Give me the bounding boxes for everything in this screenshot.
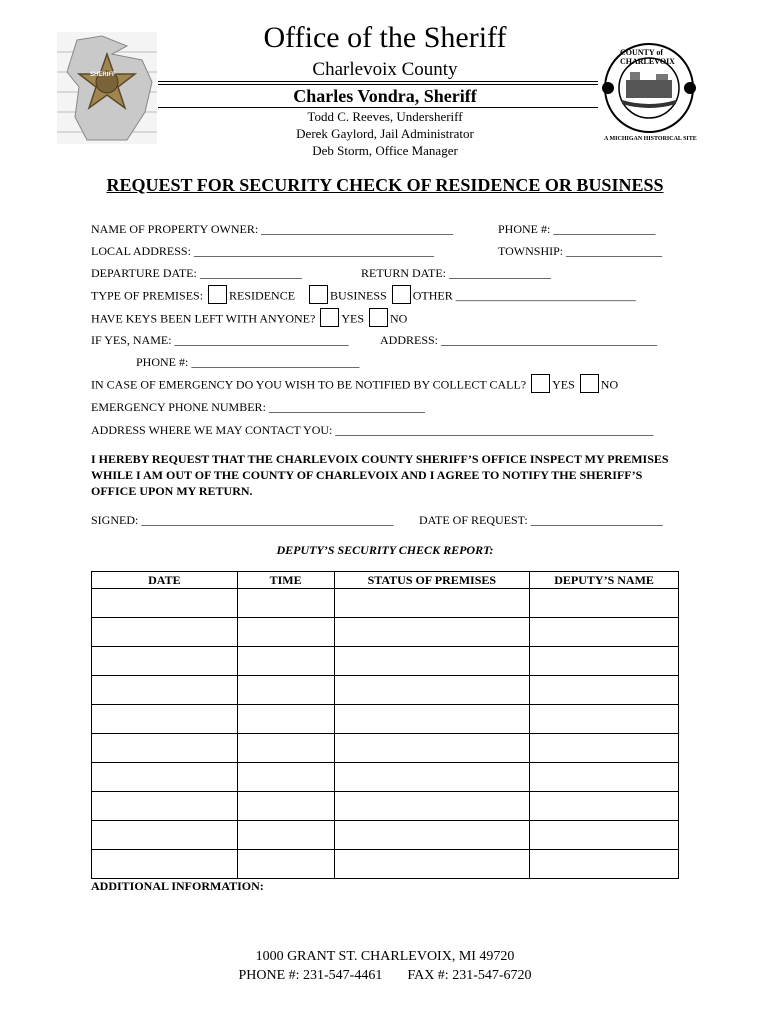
cell-deputy[interactable] <box>530 821 679 850</box>
cell-status[interactable] <box>334 792 530 821</box>
cell-deputy[interactable] <box>530 647 679 676</box>
emergency-label: IN CASE OF EMERGENCY DO YOU WISH TO BE NOTIFIED BY COLLECT CALL? <box>91 377 527 392</box>
cell-deputy[interactable] <box>530 792 679 821</box>
keys-yes-checkbox[interactable] <box>320 308 339 327</box>
emergency-no-checkbox[interactable] <box>580 374 599 393</box>
security-check-table <box>91 571 679 879</box>
cell-deputy[interactable] <box>530 763 679 792</box>
cell-time[interactable] <box>237 734 334 763</box>
emergency-yes-label: YES <box>552 377 575 392</box>
cell-deputy[interactable] <box>530 618 679 647</box>
report-title: DEPUTY’S SECURITY CHECK REPORT: <box>276 543 494 557</box>
business-label: BUSINESS <box>330 288 387 303</box>
township-field[interactable]: TOWNSHIP: ________________ <box>498 244 663 258</box>
staff-office-manager: Deb Storm, Office Manager <box>312 143 458 158</box>
phone-field[interactable]: PHONE #: _________________ <box>498 222 656 236</box>
business-checkbox[interactable] <box>309 285 328 304</box>
table-row <box>92 763 679 792</box>
footer-contact <box>185 966 585 985</box>
cell-status[interactable] <box>334 850 530 879</box>
col-time: TIME <box>237 572 334 589</box>
cell-status[interactable] <box>334 734 530 763</box>
cell-time[interactable] <box>237 792 334 821</box>
col-date: DATE <box>92 572 238 589</box>
cell-status[interactable] <box>334 647 530 676</box>
col-deputy: DEPUTY’S NAME <box>530 572 679 589</box>
cell-date[interactable] <box>92 792 238 821</box>
footer-address: 1000 GRANT ST. CHARLEVOIX, MI 49720 <box>255 949 515 964</box>
cell-time[interactable] <box>237 647 334 676</box>
cell-status[interactable] <box>334 763 530 792</box>
cell-date[interactable] <box>92 618 238 647</box>
form-title: REQUEST FOR SECURITY CHECK OF RESIDENCE OR BUSINESS <box>106 175 664 195</box>
cell-time[interactable] <box>237 589 334 618</box>
residence-checkbox[interactable] <box>208 285 227 304</box>
departure-date-field[interactable]: DEPARTURE DATE: _________________ <box>91 266 302 280</box>
premises-label: TYPE OF PREMISES: <box>91 288 204 303</box>
keys-no-label: NO <box>390 311 408 326</box>
local-address-field[interactable]: LOCAL ADDRESS: ________________________________________ <box>91 244 434 258</box>
footer-phone: PHONE #: 231-547-4461 <box>238 968 383 983</box>
cell-time[interactable] <box>237 821 334 850</box>
keyholder-name-field[interactable]: IF YES, NAME: _____________________________ <box>91 333 349 347</box>
request-statement: I HEREBY REQUEST THAT THE CHARLEVOIX COUNTY SHERIFF’S OFFICE INSPECT MY PREMISES WHILE I AM OUT OF THE COUNTY OF CHARLEVOIX AND I AGREE TO NOTIFY THE SHERIFF’S OFFICE UPON MY RETURN. <box>91 452 669 498</box>
sheriff-badge-logo <box>57 32 157 144</box>
cell-date[interactable] <box>92 821 238 850</box>
cell-time[interactable] <box>237 850 334 879</box>
page-title: Office of the Sheriff <box>263 21 507 54</box>
seal-ring-text: COUNTY of CHARLEVOIX <box>620 48 675 66</box>
footer-fax: FAX #: 231-547-6720 <box>407 968 532 983</box>
signature-field[interactable]: SIGNED: __________________________________________ <box>91 513 394 527</box>
sheriff-name: Charles Vondra, Sheriff <box>293 86 477 106</box>
cell-status[interactable] <box>334 676 530 705</box>
emergency-yes-checkbox[interactable] <box>531 374 550 393</box>
cell-time[interactable] <box>237 705 334 734</box>
cell-status[interactable] <box>334 821 530 850</box>
cell-date[interactable] <box>92 734 238 763</box>
staff-undersheriff: Todd C. Reeves, Undersheriff <box>307 109 463 124</box>
table-header-row <box>92 572 679 589</box>
owner-field[interactable]: NAME OF PROPERTY OWNER: ________________________________ <box>91 222 454 236</box>
cell-date[interactable] <box>92 676 238 705</box>
staff-list <box>185 108 585 159</box>
emergency-no-label: NO <box>600 377 619 392</box>
col-status: STATUS OF PREMISES <box>334 572 530 589</box>
keyholder-address-field[interactable]: ADDRESS: ____________________________________ <box>380 333 658 347</box>
cell-deputy[interactable] <box>530 676 679 705</box>
cell-deputy[interactable] <box>530 705 679 734</box>
cell-deputy[interactable] <box>530 850 679 879</box>
table-row <box>92 705 679 734</box>
keys-row <box>91 310 407 329</box>
cell-status[interactable] <box>334 589 530 618</box>
cell-date[interactable] <box>92 763 238 792</box>
keys-no-checkbox[interactable] <box>369 308 388 327</box>
emergency-phone-field[interactable]: EMERGENCY PHONE NUMBER: __________________________ <box>91 400 425 414</box>
cell-status[interactable] <box>334 705 530 734</box>
keys-yes-label: YES <box>341 311 364 326</box>
seal-caption: A MICHIGAN HISTORICAL SITE <box>604 136 697 142</box>
cell-deputy[interactable] <box>530 734 679 763</box>
other-field[interactable]: OTHER ______________________________ <box>412 288 636 303</box>
request-date-field[interactable]: DATE OF REQUEST: ______________________ <box>419 513 663 527</box>
cell-time[interactable] <box>237 618 334 647</box>
residence-label: RESIDENCE <box>229 288 296 303</box>
premises-row <box>91 287 636 306</box>
table-row <box>92 647 679 676</box>
header-rule-1 <box>158 81 598 82</box>
cell-date[interactable] <box>92 647 238 676</box>
cell-time[interactable] <box>237 763 334 792</box>
cell-time[interactable] <box>237 676 334 705</box>
cell-date[interactable] <box>92 589 238 618</box>
cell-date[interactable] <box>92 705 238 734</box>
table-row <box>92 676 679 705</box>
table-row <box>92 792 679 821</box>
table-row <box>92 821 679 850</box>
staff-jail-admin: Derek Gaylord, Jail Administrator <box>296 126 474 141</box>
contact-address-field[interactable]: ADDRESS WHERE WE MAY CONTACT YOU: _____________________________________________________ <box>91 423 654 437</box>
table-row <box>92 618 679 647</box>
additional-info-label: ADDITIONAL INFORMATION: <box>91 879 264 893</box>
cell-status[interactable] <box>334 618 530 647</box>
return-date-field[interactable]: RETURN DATE: _________________ <box>361 266 551 280</box>
emergency-row <box>91 376 618 395</box>
keyholder-phone-field[interactable]: PHONE #: ____________________________ <box>136 355 360 369</box>
table-row <box>92 734 679 763</box>
keys-label: HAVE KEYS BEEN LEFT WITH ANYONE? <box>91 311 316 326</box>
table-row <box>92 850 679 879</box>
cell-date[interactable] <box>92 850 238 879</box>
badge-text: SHERIFF <box>90 72 116 78</box>
cell-deputy[interactable] <box>530 589 679 618</box>
table-row <box>92 589 679 618</box>
county-name: Charlevoix County <box>312 59 458 80</box>
county-seal-logo <box>600 42 698 147</box>
other-checkbox[interactable] <box>392 285 411 304</box>
